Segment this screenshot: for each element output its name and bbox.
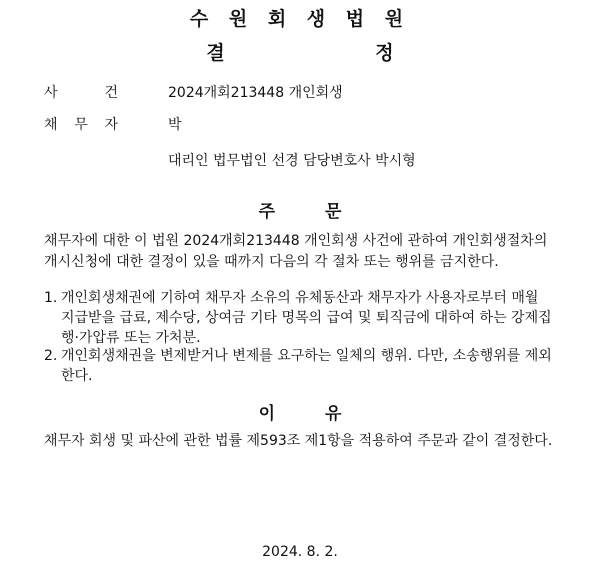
order-item-text: 개인회생채권을 변제받거나 변제를 요구하는 일체의 행위. 다만, 소송행위를 제외한다. — [61, 348, 552, 384]
debtor-label-char: 채 — [44, 117, 58, 133]
case-number: 2024개회213448 개인회생 — [168, 85, 343, 101]
order-item-number: 2. — [44, 348, 58, 364]
document-title: 결 정 — [206, 42, 466, 64]
order-item — [44, 346, 556, 386]
decision-date: 2024. 8. 2. — [262, 544, 338, 560]
reason-heading: 이 유 — [258, 404, 342, 424]
order-heading: 주 문 — [258, 202, 342, 222]
debtor-label-char: 자 — [104, 117, 118, 133]
representative: 대리인 법무법인 선경 담당변호사 박시형 — [168, 153, 416, 169]
order-item-text: 개인회생채권에 기하여 채무자 소유의 유체동산과 채무자가 사용자로부터 매월 지급받을 급료, 제수당, 상여금 기타 명목의 급여 및 퇴직금에 대하여 하는 강제집행·가압류 또는 가처분. — [61, 290, 552, 346]
order-paragraph: 채무자에 대한 이 법원 2024개회213448 개인회생 사건에 관하여 개인회생절차의 개시신청에 대한 결정이 있을 때까지 다음의 각 절차 또는 행위를 금지한다. — [44, 233, 548, 270]
case-label — [44, 82, 118, 102]
order-item — [44, 288, 556, 348]
case-label-char: 건 — [104, 85, 118, 101]
case-label-char: 사 — [44, 85, 58, 101]
debtor-label — [44, 114, 118, 134]
order-item-number: 1. — [44, 290, 58, 306]
court-name: 수 원 회 생 법 원 — [189, 8, 411, 30]
reason-paragraph: 채무자 회생 및 파산에 관한 법률 제593조 제1항을 적용하여 주문과 같이 결정한다. — [44, 433, 553, 449]
debtor-label-char: 무 — [74, 117, 88, 133]
debtor-name: 박 — [168, 117, 182, 133]
